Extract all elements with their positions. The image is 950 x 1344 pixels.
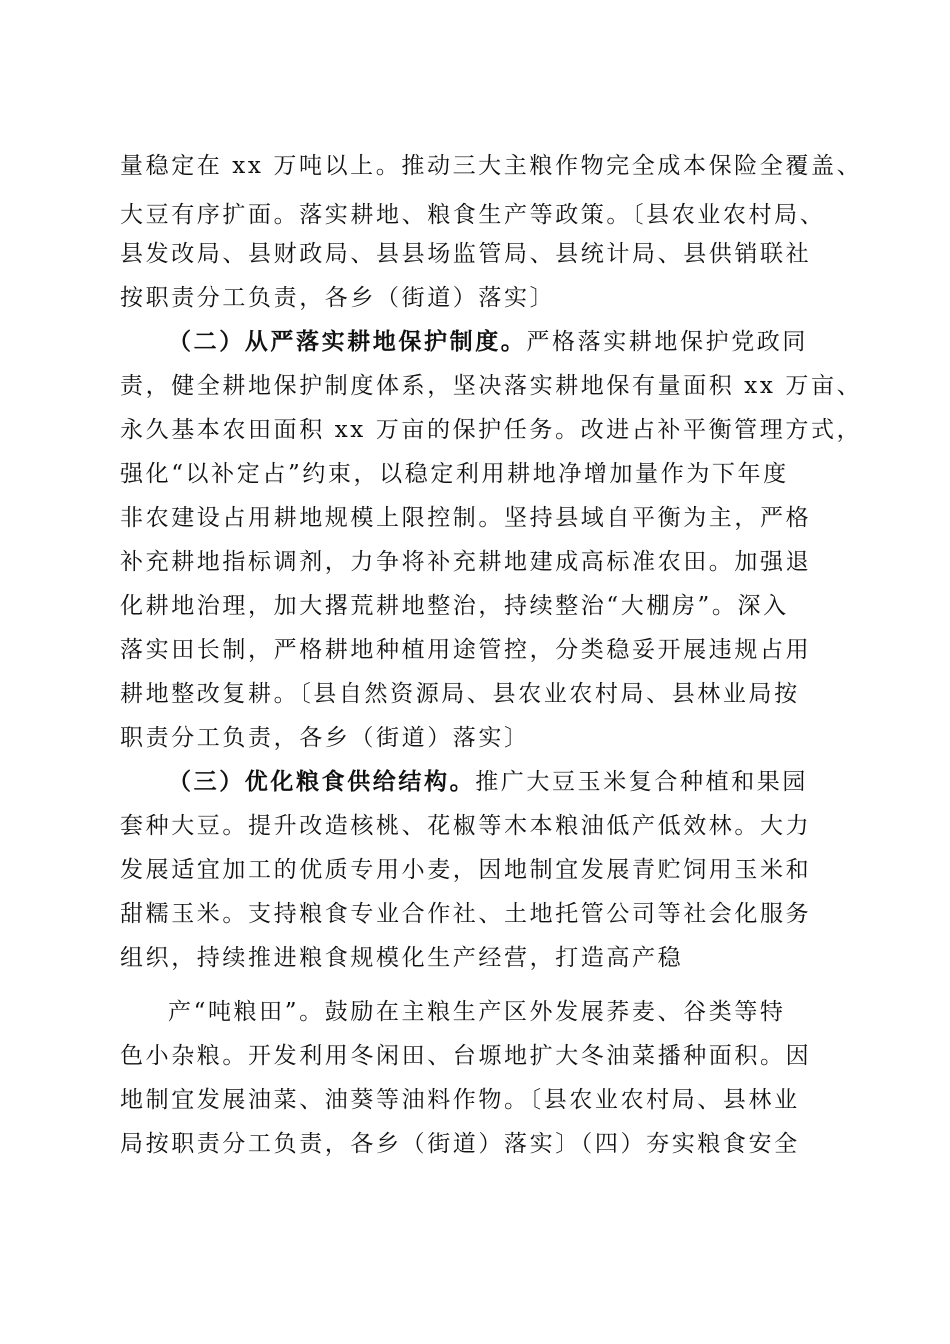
text-line-10: 补充耕地指标调剂，力争将补充耕地建成高标准农田。加强退 <box>120 549 812 575</box>
text-line-21: 色小杂粮。开发利用冬闲田、台塬地扩大冬油菜播种面积。因 <box>120 1043 812 1069</box>
section-heading-3: （三）优化粮食供给结构。 <box>168 768 476 795</box>
text-line-12: 落实田长制，严格耕地种植用途管控，分类稳妥开展违规占用 <box>120 637 812 663</box>
section-heading-2: （二）从严落实耕地保护制度。 <box>168 328 527 355</box>
text-line-18: 甜糯玉米。支持粮食专业合作社、土地托管公司等社会化服务 <box>120 901 812 927</box>
text-line-23: 局按职责分工负责，各乡（街道）落实〕（四）夯实粮食安全 <box>120 1131 800 1157</box>
text-line-8: 强化“以补定占”约束，以稳定利用耕地净增加量作为下年度 <box>120 461 789 487</box>
text-line-16: 套种大豆。提升改造核桃、花椒等木本粮油低产低效林。大力 <box>120 813 812 839</box>
text-line-11: 化耕地治理，加大撂荒耕地整治，持续整治“大棚房”。深入 <box>120 593 789 619</box>
paragraph-3-text: 推广大豆玉米复合种植和果园 <box>475 769 809 795</box>
text-line-9: 非农建设占用耕地规模上限控制。坚持县域自平衡为主，严格 <box>120 505 812 531</box>
text-line-1: 量稳定在 xx 万吨以上。推动三大主粮作物完全成本保险全覆盖、 <box>120 153 863 179</box>
text-line-20: 产“吨粮田”。鼓励在主粮生产区外发展荞麦、谷类等特 <box>168 999 786 1025</box>
text-line-17: 发展适宜加工的优质专用小麦，因地制宜发展青贮饲用玉米和 <box>120 857 812 883</box>
text-line-3: 县发改局、县财政局、县县场监管局、县统计局、县供销联社 <box>120 241 812 267</box>
paragraph-2-first-line <box>168 322 825 362</box>
text-line-14: 职责分工负责，各乡（街道）落实〕 <box>120 725 530 751</box>
text-line-7: 永久基本农田面积 xx 万亩的保护任务。改进占补平衡管理方式， <box>120 417 863 443</box>
paragraph-3-first-line <box>168 762 825 802</box>
paragraph-2-text: 严格落实耕地保护党政同 <box>526 329 809 355</box>
text-line-19: 组织，持续推进粮食规模化生产经营，打造高产稳 <box>120 945 684 971</box>
text-line-6: 责，健全耕地保护制度体系，坚决落实耕地保有量面积 xx 万亩、 <box>120 373 863 399</box>
text-line-22: 地制宜发展油菜、油葵等油料作物。〔县农业农村局、县林业 <box>120 1087 800 1113</box>
text-line-4: 按职责分工负责，各乡（街道）落实〕 <box>120 285 556 311</box>
text-line-2: 大豆有序扩面。落实耕地、粮食生产等政策。〔县农业农村局、 <box>120 202 826 228</box>
text-line-13: 耕地整改复耕。〔县自然资源局、县农业农村局、县林业局按 <box>120 681 800 707</box>
